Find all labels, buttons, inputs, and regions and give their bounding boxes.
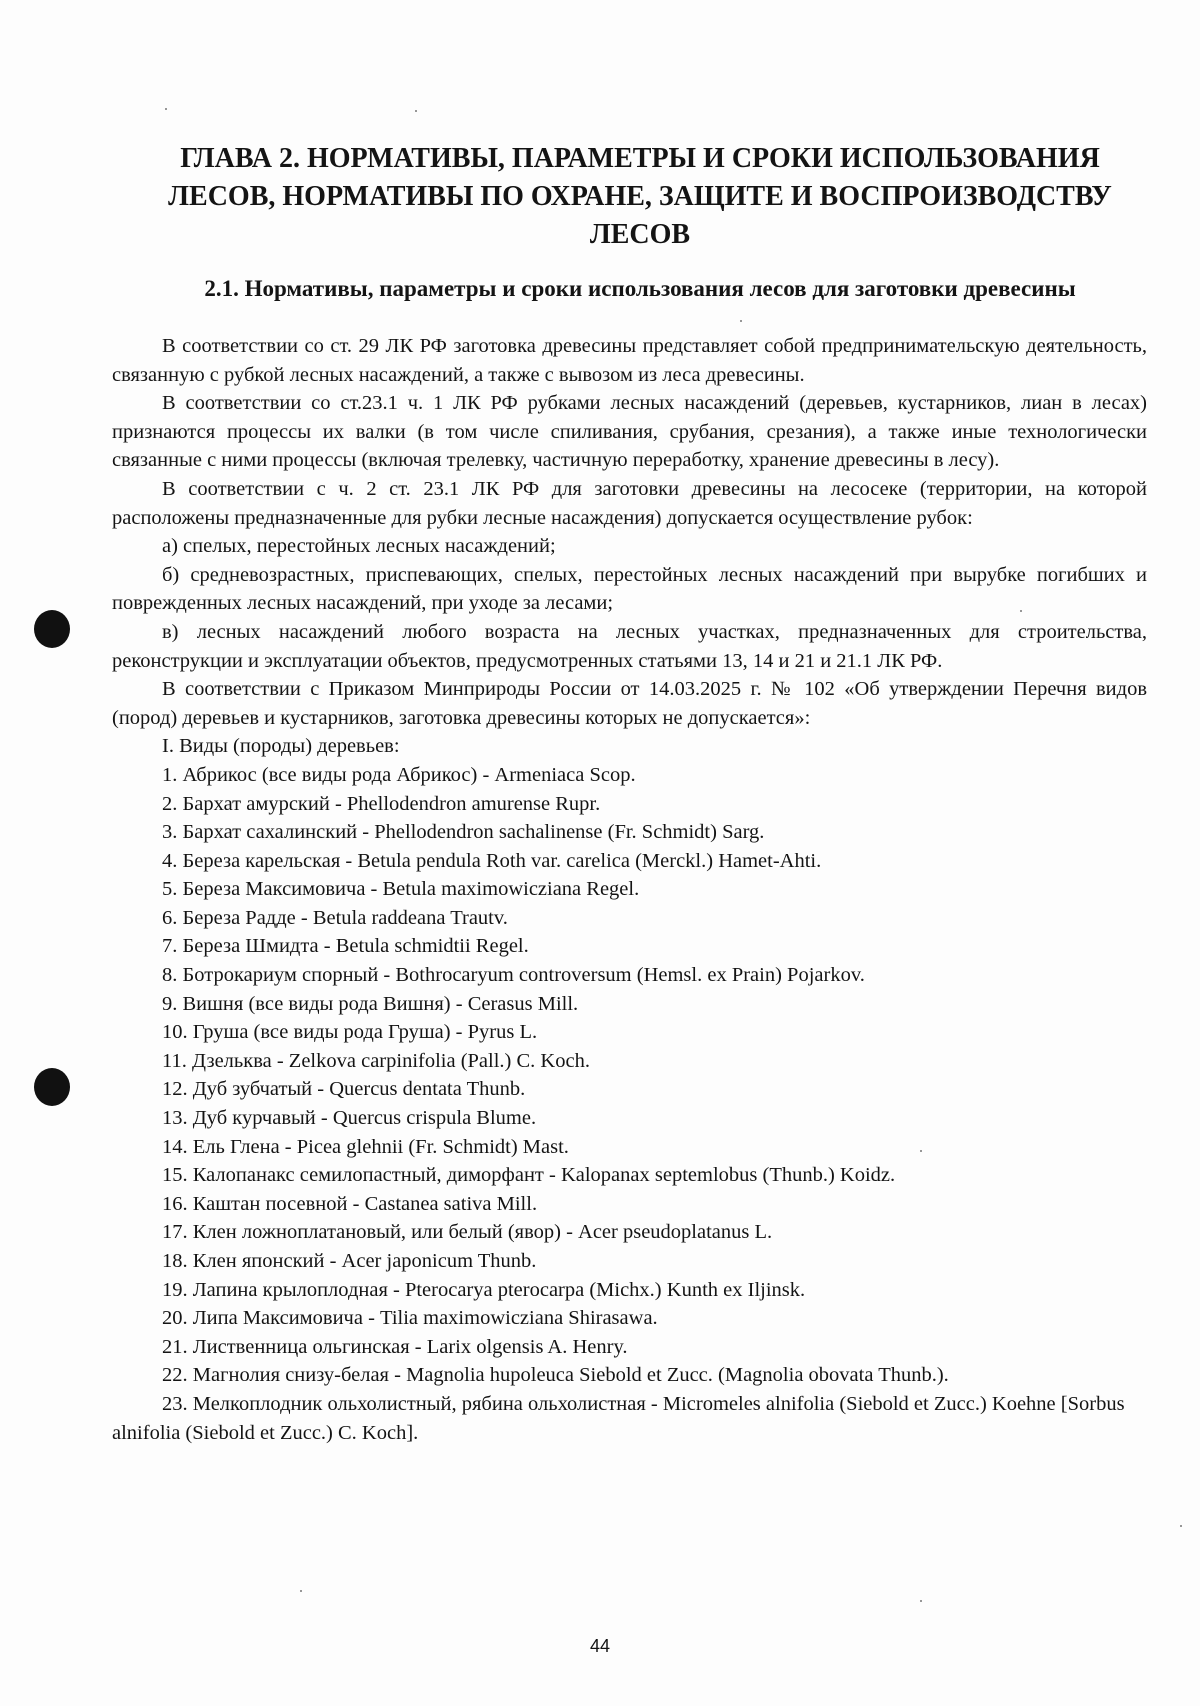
species-list-item: 21. Лиственница ольгинская - Larix olgensis A. Henry.: [162, 1335, 628, 1358]
species-list-heading: I. Виды (породы) деревьев:: [162, 735, 400, 758]
species-list-item: 15. Калопанакс семилопастный, диморфант - Kalopanax septemlobus (Thunb.) Koidz.: [162, 1164, 896, 1187]
chapter-title-line: ГЛАВА 2. НОРМАТИВЫ, ПАРАМЕТРЫ И СРОКИ ИСПОЛЬЗОВАНИЯ: [180, 143, 1100, 174]
scan-speck: [165, 108, 167, 110]
species-list-item: 20. Липа Максимовича - Tilia maximowicziana Shirasawa.: [162, 1307, 658, 1330]
scan-speck: [415, 110, 417, 112]
species-list-item: 4. Береза карельская - Betula pendula Roth var. carelica (Merckl.) Hamet-Ahti.: [162, 849, 822, 872]
species-list-item: 7. Береза Шмидта - Betula schmidtii Regel.: [162, 935, 529, 958]
species-list-item: 22. Магнолия снизу-белая - Magnolia hupoleuca Siebold et Zucc. (Magnolia obovata Thunb.).: [162, 1364, 949, 1387]
scan-speck: [300, 1590, 302, 1592]
chapter-title-line: ЛЕСОВ: [589, 219, 691, 250]
binder-hole-mark: [34, 1068, 70, 1106]
binder-hole-mark: [34, 610, 70, 648]
species-list: [112, 761, 1147, 1447]
species-list-item: 2. Бархат амурский - Phellodendron amurense Rupr.: [162, 792, 601, 815]
paragraph-felling-definition: В соответствии со ст.23.1 ч. 1 ЛК РФ рубками лесных насаждений (деревьев, кустарников, лиан в лесах) признаются процессы их валки (в том числе спиливания, срубания, срезания), а также иные технологически связанные с ними процессы (включая трелевку, частичную переработку, хранение древесины в лесу).: [112, 392, 1147, 472]
paragraph-harvesting-definition: В соответствии со ст. 29 ЛК РФ заготовка древесины представляет собой предпринимательскую деятельность, связанную с рубкой лесных насаждений, а также с вывозом из леса древесины.: [112, 335, 1147, 386]
species-list-item: 9. Вишня (все виды рода Вишня) - Cerasus Mill.: [162, 992, 579, 1015]
section-title: 2.1. Нормативы, параметры и сроки использования лесов для заготовки древесины: [204, 276, 1076, 301]
species-list-item: 12. Дуб зубчатый - Quercus dentata Thunb.: [162, 1078, 526, 1101]
list-item-a: а) спелых, перестойных лесных насаждений;: [162, 535, 556, 558]
species-list-item: 6. Береза Радде - Betula raddeana Trautv.: [162, 906, 508, 929]
chapter-title-line: ЛЕСОВ, НОРМАТИВЫ ПО ОХРАНЕ, ЗАЩИТЕ И ВОСПРОИЗВОДСТВУ: [168, 181, 1112, 212]
chapter-title: [110, 140, 1170, 254]
species-list-item: 17. Клен ложноплатановый, или белый (явор) - Acer pseudoplatanus L.: [162, 1221, 773, 1244]
species-list-item: 23. Мелкоплодник ольхолистный, рябина ольхолистная - Micromeles alnifolia (Siebold et Zucc.) Koehne [Sorbus alnifolia (Siebold et Zucc.) C. Koch].: [112, 1392, 1125, 1444]
page-number: 44: [589, 1636, 611, 1656]
species-list-item: 11. Дзельква - Zelkova carpinifolia (Pall.) C. Koch.: [162, 1049, 590, 1072]
species-list-item: 10. Груша (все виды рода Груша) - Pyrus L.: [162, 1021, 538, 1044]
species-list-item: 18. Клен японский - Acer japonicum Thunb.: [162, 1250, 537, 1272]
species-list-item: 19. Лапина крылоплодная - Pterocarya pterocarpa (Michx.) Kunth ex Iljinsk.: [162, 1278, 806, 1301]
species-list-item: 8. Ботрокариум спорный - Bothrocaryum controversum (Hemsl. ex Prain) Pojarkov.: [162, 964, 865, 987]
paragraph-order-reference: В соответствии с Приказом Минприроды России от 14.03.2025 г. № 102 «Об утверждении Перечня видов (пород) деревьев и кустарников, заготовка древесины которых не допускается»:: [112, 678, 1147, 729]
species-list-item: 14. Ель Глена - Picea glehnii (Fr. Schmidt) Mast.: [162, 1135, 569, 1158]
species-list-item: 1. Абрикос (все виды рода Абрикос) - Armeniaca Scop.: [162, 763, 636, 786]
species-list-item: 13. Дуб курчавый - Quercus crispula Blume.: [162, 1107, 537, 1130]
scan-speck: [740, 320, 742, 322]
scan-speck: [920, 1600, 922, 1602]
scan-speck: [1180, 1525, 1182, 1527]
paragraph-permitted-fellings: В соответствии с ч. 2 ст. 23.1 ЛК РФ для заготовки древесины на лесосеке (территории, на которой расположены предназначенные для рубки лесные насаждения) допускается осуществление рубок:: [112, 477, 1147, 529]
list-item-v: в) лесных насаждений любого возраста на лесных участках, предназначенных для строительства, реконструкции и эксплуатации объектов, предусмотренных статьями 13, 14 и 21 и 21.1 ЛК РФ.: [112, 620, 1147, 672]
species-list-item: 3. Бархат сахалинский - Phellodendron sachalinense (Fr. Schmidt) Sarg.: [162, 821, 765, 844]
species-list-item: 5. Береза Максимовича - Betula maximowicziana Regel.: [162, 878, 640, 901]
body-text: [112, 332, 1147, 1447]
list-item-b: б) средневозрастных, приспевающих, спелых, перестойных лесных насаждений при вырубке погибших и поврежденных лесных насаждений, при уходе за лесами;: [112, 563, 1147, 615]
species-list-item: 16. Каштан посевной - Castanea sativa Mill.: [162, 1192, 538, 1215]
